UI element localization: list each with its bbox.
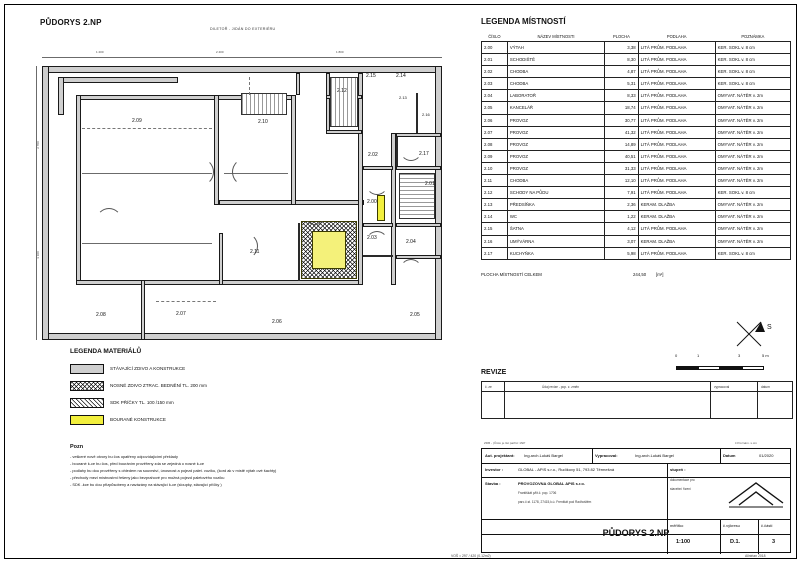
cell-note: OMYVAT. NÁTĚR v. 2m [715,162,790,174]
cell-name: SCHODIŠTĚ [507,54,604,66]
room-label: 2.11 [250,249,260,255]
cell-note: KER. SOKL v. 8 cm [715,42,790,54]
table-row [482,223,791,235]
cell-note: OMYVAT. NÁTĚR v. 2m [715,150,790,162]
cell-note: KER. SOKL v. 8 cm [715,54,790,66]
cell-floor: LITÁ PRŮM. PODLAHA [638,162,715,174]
cell-area: 8,30 [605,54,639,66]
cell-num: 2.16 [482,235,508,247]
room-label: 2.08 [96,312,106,318]
scale-tick: 3 [738,353,741,358]
header-area: PLOCHA [612,34,630,39]
cell-note: KER. SOKL v. 8 cm [715,187,790,199]
material-label: STÁVAJÍCÍ ZDIVO A KONSTRUKCE [110,365,186,371]
cell-area: 5,98 [605,247,639,259]
door-arc-1 [186,158,214,186]
sheet-value: D.1. [730,539,741,545]
cell-num: 2.11 [482,175,508,187]
cell-num: 2.02 [482,66,508,78]
room-label: 2.04 [406,239,416,245]
cell-name: CHODBA [507,66,604,78]
cell-note: KER. SOKL v. 8 cm [715,78,790,90]
demolished-area-3 [312,231,346,269]
cell-num: 2.07 [482,126,508,138]
cell-note: OMYVAT. NÁTĚR v. 2m [715,235,790,247]
dashed-line-1 [82,128,212,129]
cell-floor: LITÁ PRŮM. PODLAHA [638,90,715,102]
cell-name: PROVOZ [507,150,604,162]
header-name: NÁZEV MÍSTNOSTI [537,34,575,39]
door-arc-7 [400,139,422,161]
scale-label: měřítko [670,523,684,528]
table-row [482,199,791,211]
cell-note: OMYVAT. NÁTĚR v. 2m [715,126,790,138]
cell-area: 41,32 [605,126,639,138]
note-line: - veškeré nově otvory bu čos opatřeny odpovídajícími překlady [70,454,178,459]
table-row [482,235,791,247]
cell-name: UMÝVÁRNA [507,235,604,247]
room-label: 2.09 [132,118,142,124]
cell-floor: LITÁ PRŮM. PODLAHA [638,78,715,90]
cell-area: 2,36 [605,199,639,211]
drawn-value: Ing.arch.Lukáš Bargel [635,453,674,458]
scale-tick: 0 [675,353,678,358]
detail-line-3 [82,243,212,244]
wall-outer-left [42,66,49,340]
cell-floor: LITÁ PRŮM. PODLAHA [638,42,715,54]
room-label: 2.15 [366,73,376,79]
cell-area: 1,22 [605,211,639,223]
wall-internal-20 [141,280,145,340]
wall-internal-9 [363,166,393,170]
partition-1 [396,137,398,166]
material-label: BOURANÉ KONSTRUKCE [110,416,166,422]
cell-note: KER. SOKL v. 8 cm [715,247,790,259]
table-row [482,138,791,150]
stage-label: stupeň : [670,467,686,472]
wall-internal-6 [291,95,296,205]
building-value-2: Františkát p/lit.č. pop. 1706 [518,491,557,495]
door-arc-9 [304,203,326,225]
table-row [482,126,791,138]
cell-floor: LITÁ PRŮM. PODLAHA [638,102,715,114]
stair-main [399,173,435,219]
footer-right: Allnirian 2018 [745,554,766,558]
revisions-hline [482,391,792,392]
cell-note: OMYVAT. NÁTĚR v. 2m [715,223,790,235]
part-label: č.části [761,523,773,528]
room-label: 2.10 [258,119,268,125]
table-row [482,90,791,102]
room-label: 2.17 [419,151,429,157]
cell-name: ŠATNA [507,223,604,235]
cell-area: 3,07 [605,235,639,247]
header-num: ČÍSLO [488,34,501,39]
note-line: - SDK -kce bu dou přizpůsobeny a navázány na stávající k-ce (sloupky, stávající příčky ) [70,482,222,487]
wall-internal-12 [396,166,441,170]
revisions-title: REVIZE [481,369,507,376]
cell-name: SCHODY NA PŮDU [507,187,604,199]
scale-tick: 1 [697,353,700,358]
cell-note: OMYVAT. NÁTĚR v. 2m [715,114,790,126]
stage-value-1: dokumentace pro [670,478,695,482]
material-swatch-loadbearing [70,381,104,391]
cell-name: WC [507,211,604,223]
cell-area: 3,38 [605,42,639,54]
room-label: 2.12 [337,88,347,94]
cell-area: 7,91 [605,187,639,199]
cell-num: 2.14 [482,211,508,223]
note-line: - bourané k-ce bu čos, před bouráním prověřeny zda se zejedná o nosné k-ce [70,461,205,466]
footer-left: VOŠ = 297 / 420 (0.12m2) [451,554,491,558]
cell-name: PROVOZ [507,162,604,174]
room-label: 2.06 [272,319,282,325]
partition-2 [416,93,418,133]
wall-internal-17 [326,130,362,134]
wall-internal-4 [214,95,219,205]
dimension-text: 1 200 [96,50,104,54]
drawing-name: PŮDORYS 2.NP [602,528,670,538]
table-row [482,150,791,162]
scale-bar [675,353,784,374]
cell-name: VÝTAH [507,42,604,54]
north-label: S [767,324,772,331]
cell-note: OMYVAT. NÁTĚR v. 2m [715,90,790,102]
cell-note: OMYVAT. NÁTĚR v. 2m [715,211,790,223]
cell-num: 2.00 [482,42,508,54]
tb-vline [720,449,721,463]
notes-title: Pozn [70,444,84,450]
table-row [482,54,791,66]
wall-internal-11 [396,133,441,137]
dimension-text: 2 700 [35,141,40,149]
material-label: NOSNÉ ZDIVO ZTRAC. BEDNĚNÍ TL. 200 mm [110,382,207,388]
material-swatch-demolished [70,415,104,425]
stair-secondary [241,93,287,115]
materials-legend-title: LEGENDA MATERIÁLŮ [70,348,142,355]
scale-seg [720,366,742,370]
material-swatch-existing [70,364,104,374]
wall-internal-10 [363,223,393,227]
scale-value: 1:100 [676,539,691,545]
cell-area: 12,10 [605,175,639,187]
wall-left-bump-top [58,77,178,83]
titleblock-header-note: ZDB - (Číslo je list patřící 1NP [484,441,526,445]
room-label: 2.14 [396,73,406,79]
cell-floor: LITÁ PRŮM. PODLAHA [638,126,715,138]
cell-floor: LITÁ PRŮM. PODLAHA [638,138,715,150]
stair-attic [330,77,358,127]
partition-4 [363,255,393,257]
note-line: - přechody mezi místnostmi řešeny jako bezprahové pro možná pojezd paletového vozíku [70,475,225,480]
area-total [481,272,664,277]
notes-body [70,453,276,488]
room-label: 2.16 [422,112,430,117]
room-label: 2.00 [367,199,377,205]
sheet-label: č.výkresu [723,523,740,528]
revisions-header: vypracoval [714,384,730,389]
table-row [482,114,791,126]
wall-internal-2 [76,95,81,285]
cell-area: 4,12 [605,223,639,235]
cell-num: 2.01 [482,54,508,66]
dimension-text: 2 400 [216,50,224,54]
cell-floor: LITÁ PRŮM. PODLAHA [638,247,715,259]
table-row [482,187,791,199]
cell-name: PROVOZ [507,138,604,150]
cell-floor: LITÁ PRŮM. PODLAHA [638,66,715,78]
note-line: - podlahy bu dou prověřeny s ohledem na souvrství, únosnost a pojezd palet. vozíku, (kord ak v místě výtah ové šachty) [70,468,277,473]
cell-name: PROVOZ [507,126,604,138]
table-row [482,211,791,223]
page-title: PŮDORYS 2.NP [40,18,102,27]
wall-left-bump-left [58,77,64,115]
drawn-label: Vypracoval: [595,453,618,458]
door-arc-4 [232,233,258,259]
cell-note: OMYVAT. NÁTĚR v. 2m [715,199,790,211]
room-label: 2.01 [425,181,435,187]
revisions-header: datum [761,384,770,389]
revisions-header: č. ze [485,384,492,389]
plan-top-note: DILETOŘ - JIDÁN DO EXTERIÉRU [210,27,276,31]
cell-note: KER. SOKL v. 8 cm [715,66,790,78]
door-arc-2 [232,158,260,186]
cell-area: 5,31 [605,78,639,90]
cell-floor: KERAM. DLAŽBA [638,235,715,247]
table-header-row [482,33,791,42]
date-label: Datum [723,453,736,458]
wall-internal-13 [396,223,441,227]
revisions-vline [504,382,505,418]
dimension-text: 1 800 [336,50,344,54]
designer-label: Aut. projektant: [485,453,515,458]
table-row [482,42,791,54]
partition-3 [298,223,300,281]
room-label: 2.05 [410,312,420,318]
table-row [482,78,791,90]
stage-value-2: stavební řízení [670,487,691,491]
dashed-line-3 [249,77,250,95]
designer-value: Ing.arch.Lukáš Bargel [524,453,563,458]
wall-internal-14 [396,255,441,259]
cell-area: 31,33 [605,162,639,174]
cell-floor: KERAM. DLAŽBA [638,199,715,211]
cell-name: PROVOZ [507,114,604,126]
cell-num: 2.03 [482,78,508,90]
cell-floor: LITÁ PRŮM. PODLAHA [638,223,715,235]
cell-num: 2.17 [482,247,508,259]
cell-area: 14,89 [605,138,639,150]
area-total-unit: [m²] [656,272,664,277]
tb-hline [482,463,790,464]
scale-tick: 5 m [762,353,769,358]
tb-vline [667,463,668,519]
cell-area: 4,87 [605,66,639,78]
table-row [482,247,791,259]
scale-seg [676,366,698,370]
investor-label: Investor : [485,467,504,472]
building-value-1: PROVOZOVNA GLOBAL APIS s.r.o. [518,481,585,486]
cell-num: 2.05 [482,102,508,114]
revisions-vline [710,382,711,418]
cell-num: 2.04 [482,90,508,102]
wall-outer-right [435,66,442,340]
material-label: SDK PŘÍČKY TL. 100 /150 mm [110,399,174,405]
material-swatch-partition [70,398,104,408]
building-value-3: parc.č.st. 1178, 27415,k.ú. Frenštát pod Radhoštěm [518,500,592,504]
header-note: POZNÁMKA [741,34,765,39]
cell-area: 18,74 [605,102,639,114]
dimension-text: 3 100 [35,251,40,259]
cell-floor: KERAM. DLAŽBA [638,211,715,223]
dimension-line-top [42,57,442,58]
cell-note: OMYVAT. NÁTĚR v. 2m [715,138,790,150]
room-legend-table [481,33,791,260]
cell-note: OMYVAT. NÁTĚR v. 2m [715,102,790,114]
cell-name: CHODBA [507,78,604,90]
cell-name: CHODBA [507,175,604,187]
cell-floor: LITÁ PRŮM. PODLAHA [638,54,715,66]
door-arc-3 [96,208,122,234]
area-total-value: 244,50 [633,272,647,277]
dashed-line-2 [156,301,216,302]
floor-plan [36,33,451,326]
wall-internal-7 [358,73,363,285]
building-label: Stavba : [485,481,501,486]
cell-floor: LITÁ PRŮM. PODLAHA [638,175,715,187]
cell-area: 40,51 [605,150,639,162]
room-label: 2.02 [368,152,378,158]
cell-floor: LITÁ PRŮM. PODLAHA [638,114,715,126]
cell-name: KANCELÁŘ [507,102,604,114]
revisions-header: Údaj revize - pop. z. změn [542,384,580,389]
revisions-table [481,381,793,419]
dimension-line-left [36,66,37,340]
scale-seg [698,366,720,370]
wall-internal-19 [219,233,223,285]
cell-num: 2.09 [482,150,508,162]
table-row [482,66,791,78]
table-row [482,102,791,114]
revisions-vline [757,382,758,418]
cell-floor: LITÁ PRŮM. PODLAHA [638,187,715,199]
cell-num: 2.10 [482,162,508,174]
demolished-area-2 [377,195,385,221]
door-arc-5 [366,173,388,195]
table-row [482,175,791,187]
room-legend-title: LEGENDA MÍSTNOSTÍ [481,17,566,26]
cell-num: 2.12 [482,187,508,199]
area-total-label: PLOCHA MÍSTNOSTÍ CELKEM [481,272,542,277]
scale-seg [742,366,764,370]
part-value: 3 [772,539,776,545]
room-label: 2.03 [367,235,377,241]
cell-num: 2.08 [482,138,508,150]
cell-area: 8,33 [605,90,639,102]
company-logo-icon [725,471,787,513]
room-label: 2.13 [399,95,407,100]
tb-hline [482,519,790,520]
cell-floor: LITÁ PRŮM. PODLAHA [638,150,715,162]
cell-num: 2.06 [482,114,508,126]
wall-outer-bottom [42,333,442,340]
room-label: 2.07 [176,311,186,317]
investor-value: GLOBAL - APIS s.r.o., Rudíkovy 51, 793 82 Těrmešná [518,467,615,472]
cell-name: KUCHYŇKA [507,247,604,259]
cell-note: OMYVAT. NÁTĚR v. 2m [715,175,790,187]
date-value: 01/2020 [759,453,774,458]
tb-vline [592,449,593,463]
cell-name: PŘEDSÍŇKA [507,199,604,211]
cell-num: 2.13 [482,199,508,211]
door-arc-8 [400,259,422,281]
cell-area: 30,77 [605,114,639,126]
header-floor: PODLAHA [666,34,687,39]
table-row [482,162,791,174]
cell-num: 2.15 [482,223,508,235]
cell-name: LABORATOŘ [507,90,604,102]
titleblock-header-note-right: č.Poznám. s.cm [735,441,758,445]
wall-outer-top [42,66,442,73]
north-arrow [735,318,779,352]
wall-internal-15 [296,73,300,95]
